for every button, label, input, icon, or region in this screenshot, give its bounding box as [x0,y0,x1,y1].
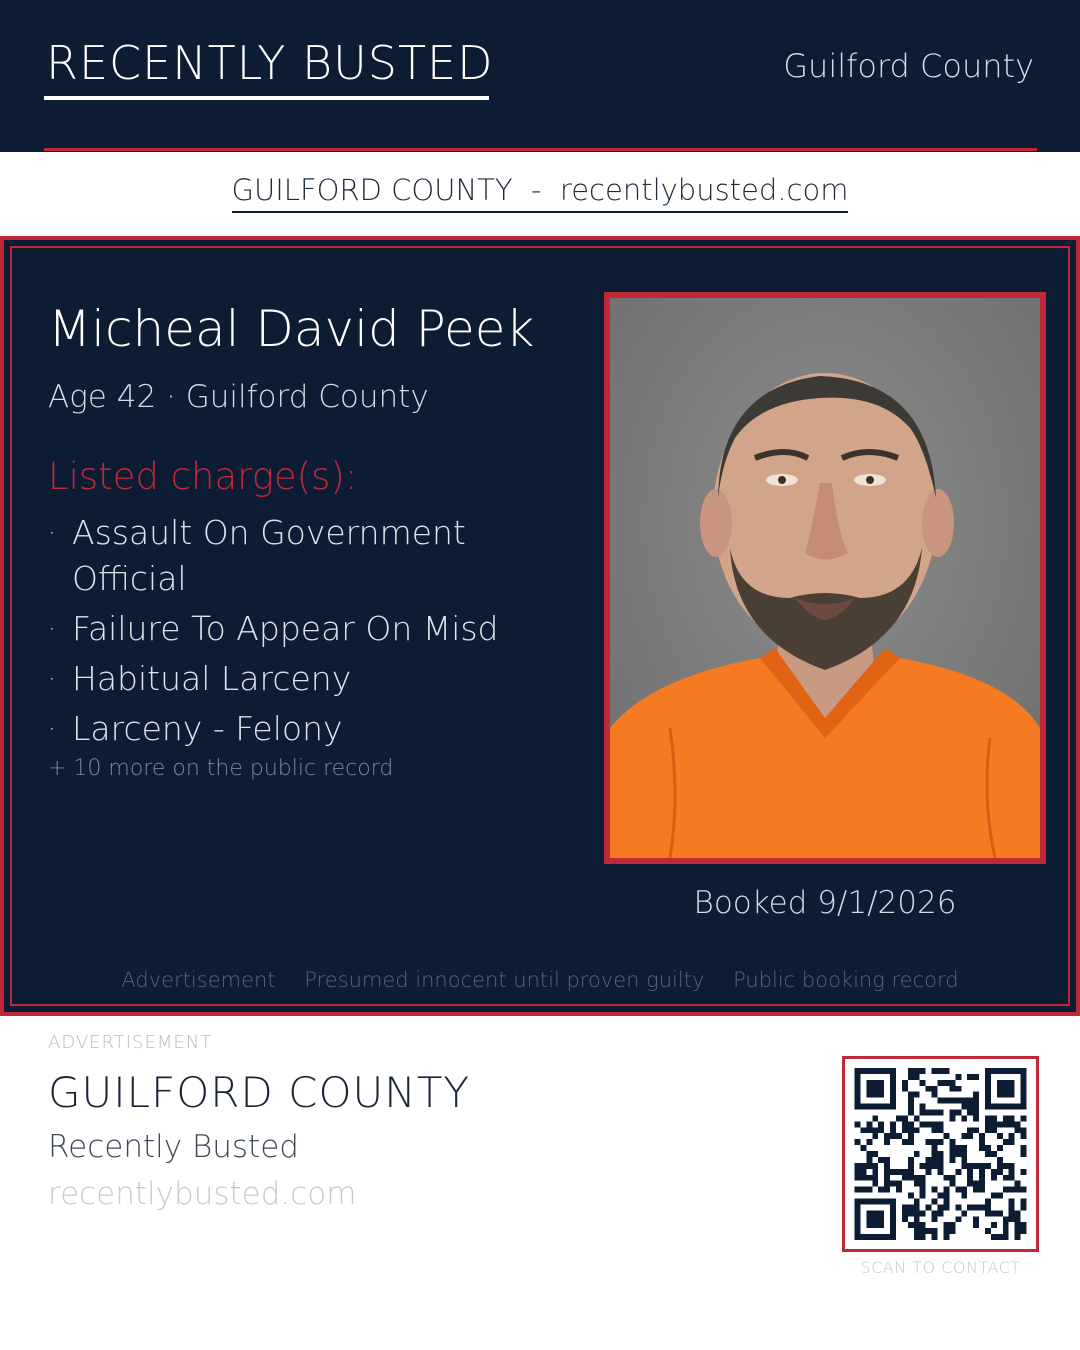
header [0,0,1080,152]
age-line: Age 42 · Guilford County [48,379,429,415]
qr-caption: SCAN TO CONTACT [860,1258,1021,1277]
disclaimer-public-record: Public booking record [733,968,959,992]
charges-label: Listed charge(s): [48,455,358,498]
mugshot-illustration [610,298,1040,858]
more-charges-note: + 10 more on the public record [48,756,394,781]
footer-county: GUILFORD COUNTY [48,1068,471,1117]
advertisement-label: ADVERTISEMENT [48,1032,213,1053]
charge-item: · Larceny - Felony [48,706,518,752]
mugshot-photo [604,292,1046,864]
disclaimer-innocent: Presumed innocent until proven guilty [304,968,705,992]
footer-url[interactable]: recentlybusted.com [48,1176,357,1212]
charge-item: · Assault On Government Official [48,510,518,602]
bullet-icon: · [48,519,56,547]
brand-title: RECENTLY BUSTED [46,36,494,90]
charge-item: · Failure To Appear On Misd [48,606,518,652]
bullet-icon: · [48,665,56,693]
qr-code-icon[interactable] [842,1056,1039,1252]
header-county: Guilford County [783,47,1034,85]
charges-list [48,510,568,756]
brand-underline [44,96,489,100]
qr-code-graphic [854,1068,1027,1240]
subheader [0,152,1080,236]
disclaimer-advertisement: Advertisement [121,968,276,992]
bullet-icon: · [48,715,56,743]
disclaimer-line [4,970,1076,991]
booked-date: Booked 9/1/2026 [693,885,957,921]
record-panel [0,236,1080,1016]
header-divider [44,148,1037,151]
person-name: Micheal David Peek [48,300,535,358]
footer-site-name: Recently Busted [48,1129,299,1165]
charge-item: · Habitual Larceny [48,656,518,702]
bullet-icon: · [48,615,56,643]
subheader-link[interactable]: GUILFORD COUNTY - recentlybusted.com [232,176,849,213]
